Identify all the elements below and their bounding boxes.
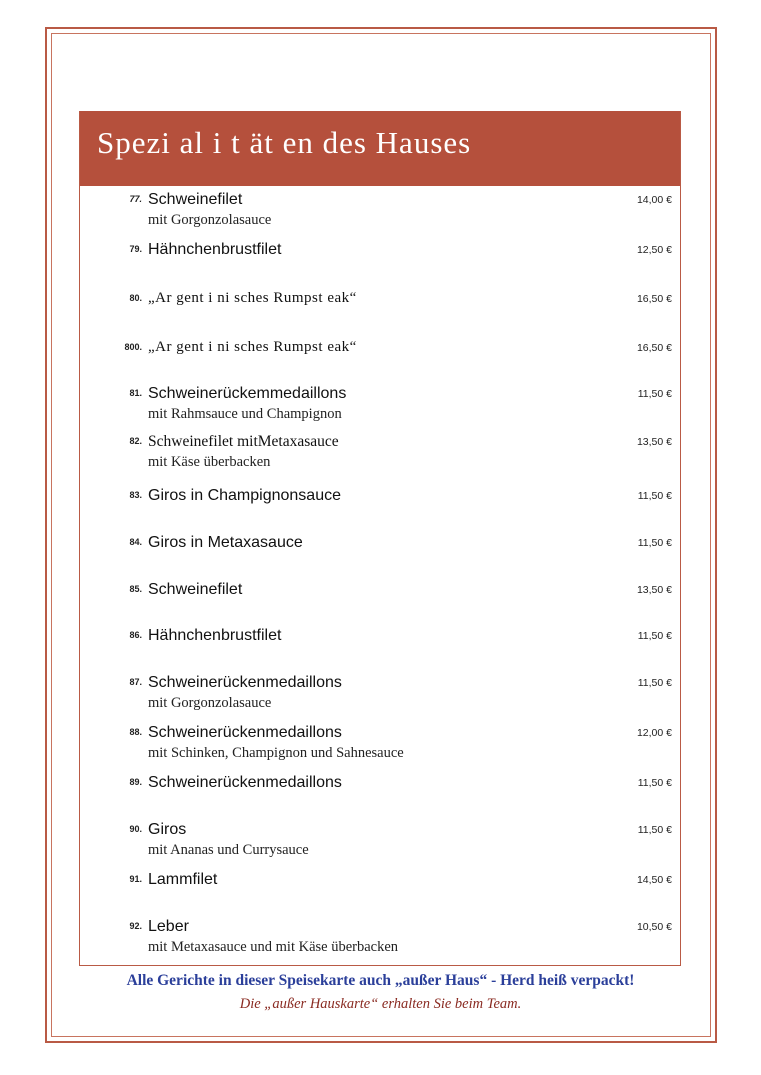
- item-price: 12,50 €: [636, 244, 672, 256]
- item-price: 13,50 €: [636, 436, 672, 448]
- item-number: 79.: [129, 244, 142, 254]
- item-name: Schweinerückenmedaillons: [148, 724, 342, 741]
- item-price: 11,50 €: [637, 677, 672, 689]
- item-price: 14,50 €: [636, 874, 672, 886]
- menu-item: [80, 534, 680, 578]
- menu-item: [80, 821, 680, 865]
- item-name: Hähnchenbrustfilet: [148, 241, 282, 258]
- item-description: mit Käse überbacken: [148, 454, 271, 470]
- item-number: 91.: [129, 874, 142, 884]
- menu-item: [80, 627, 680, 671]
- item-name: Giros: [148, 821, 187, 838]
- page-title: Spezi al i t ät en des Hauses: [97, 125, 472, 160]
- menu-item: [80, 339, 680, 383]
- item-number: 85.: [129, 584, 142, 594]
- menu-item: [80, 724, 680, 768]
- item-price: 13,50 €: [636, 584, 672, 596]
- footer-team-note: Die „außer Hauskarte“ erhalten Sie beim Team.: [239, 996, 522, 1012]
- menu-item: [80, 487, 680, 531]
- menu-item: [80, 674, 680, 718]
- item-price: 14,00 €: [636, 194, 672, 206]
- footer-takeaway-note: Alle Gerichte in dieser Speisekarte auch „außer Haus“ - Herd heiß verpackt!: [126, 972, 635, 989]
- item-price: 11,50 €: [637, 537, 672, 549]
- item-price: 11,50 €: [637, 388, 672, 400]
- item-name: Schweinefilet: [148, 191, 243, 208]
- menu-item: [80, 191, 680, 235]
- menu-item: [80, 871, 680, 915]
- item-name: Giros in Metaxasauce: [148, 534, 303, 551]
- menu-item: [80, 581, 680, 625]
- item-number: 87.: [129, 677, 142, 687]
- menu-item: [80, 774, 680, 818]
- item-name: Giros in Champignonsauce: [148, 487, 341, 504]
- item-name: Lammfilet: [148, 871, 218, 888]
- item-description: mit Schinken, Champignon und Sahnesauce: [148, 745, 404, 761]
- item-price: 11,50 €: [637, 630, 672, 642]
- menu-card: [79, 111, 681, 966]
- item-price: 16,50 €: [636, 293, 672, 305]
- item-name: Schweinefilet: [148, 581, 243, 598]
- item-name: Hähnchenbrustfilet: [148, 627, 282, 644]
- item-name: Schweinefilet mitMetaxasauce: [148, 433, 339, 450]
- item-number: 80.: [129, 293, 142, 303]
- item-name: Schweinerückemmedaillons: [148, 385, 347, 402]
- item-price: 11,50 €: [637, 777, 672, 789]
- menu-item: [80, 290, 680, 334]
- item-name: Leber: [148, 918, 189, 935]
- header-bar: [80, 111, 680, 186]
- item-price: 11,50 €: [637, 824, 672, 836]
- item-number: 800.: [124, 342, 142, 352]
- item-number: 86.: [129, 630, 142, 640]
- menu-item: [80, 385, 680, 429]
- menu-item: [80, 918, 680, 962]
- item-number: 88.: [129, 727, 142, 737]
- item-number: 84.: [129, 537, 142, 547]
- item-number: 83.: [129, 490, 142, 500]
- item-number: 89.: [129, 777, 142, 787]
- item-description: mit Metaxasauce und mit Käse überbacken: [148, 939, 399, 955]
- menu-item: [80, 241, 680, 285]
- item-description: mit Ananas und Currysauce: [148, 842, 309, 858]
- item-price: 11,50 €: [637, 490, 672, 502]
- item-name: „Ar gent i ni sches Rumpst eak“: [148, 339, 357, 355]
- item-number: 81.: [129, 388, 142, 398]
- item-number: 90.: [129, 824, 142, 834]
- item-name: „Ar gent i ni sches Rumpst eak“: [148, 290, 357, 306]
- item-name: Schweinerückenmedaillons: [148, 674, 342, 691]
- item-description: mit Rahmsauce und Champignon: [148, 406, 342, 422]
- item-number: 92.: [129, 921, 142, 931]
- item-number: 82.: [129, 436, 142, 446]
- item-description: mit Gorgonzolasauce: [148, 695, 272, 711]
- menu-item: [80, 433, 680, 477]
- item-name: Schweinerückenmedaillons: [148, 774, 342, 791]
- item-price: 16,50 €: [636, 342, 672, 354]
- item-price: 10,50 €: [636, 921, 672, 933]
- item-price: 12,00 €: [636, 727, 672, 739]
- item-description: mit Gorgonzolasauce: [148, 212, 272, 228]
- item-number: 77.: [129, 194, 142, 204]
